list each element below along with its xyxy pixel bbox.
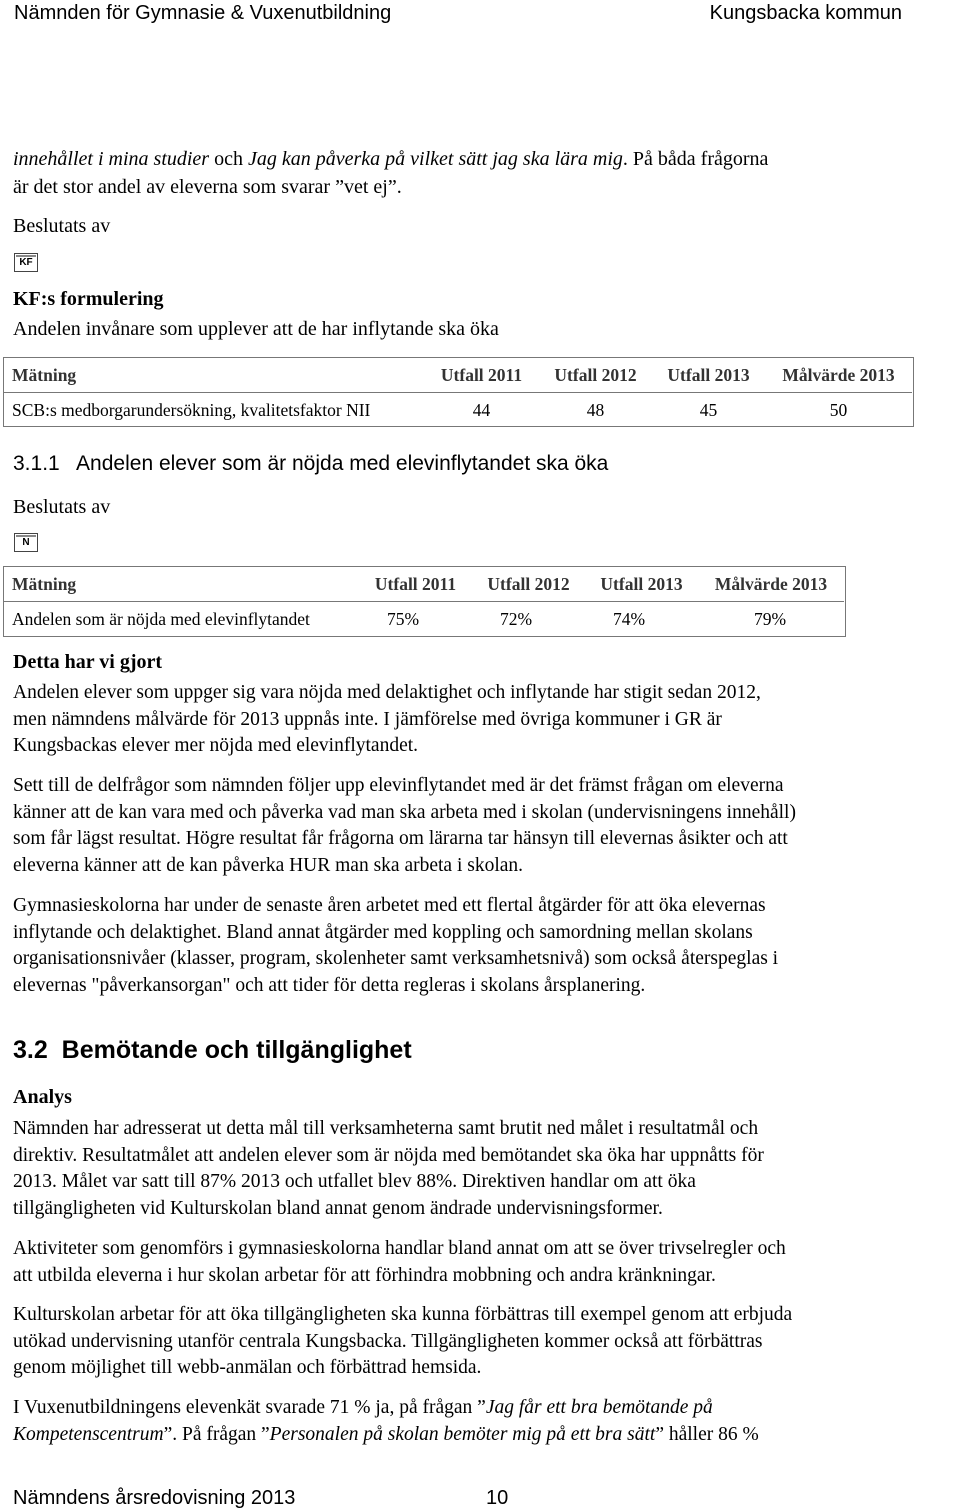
n-col-utfall-2012: Utfall 2012	[472, 567, 585, 602]
kf-cell-2011: 44	[424, 393, 539, 428]
paragraph-line: Andelen elever som uppger sig vara nöjda med delaktighet och inflytande har stigit sedan 2012,	[13, 682, 761, 703]
header-left: Nämnden för Gymnasie & Vuxenutbildning	[14, 2, 392, 24]
kf-col-utfall-2012: Utfall 2012	[539, 358, 652, 393]
kf-table-header-row	[4, 358, 912, 393]
intro-italic-2: Jag kan påverka på vilket sätt jag ska lära mig	[247, 148, 623, 170]
paragraph-line: Aktiviteter som genomförs i gymnasieskolorna handlar bland annat om att se över trivselregler och	[13, 1238, 786, 1259]
header-right: Kungsbacka kommun	[709, 2, 902, 24]
n-col-utfall-2011: Utfall 2011	[359, 567, 472, 602]
footer-title: Nämndens årsredovisning 2013	[13, 1487, 296, 1509]
paragraph-line: känner att de kan vara med och påverka vad man ska arbeta med i skolan (undervisningens innehåll)	[13, 801, 796, 823]
kf-cell-malvarde: 50	[765, 393, 912, 428]
kf-cell-2012: 48	[539, 393, 652, 428]
text-run: I Vuxenutbildningens elevenkät svarade 71 % ja, på frågan ”	[13, 1397, 486, 1418]
paragraph-line: Kungsbackas elever mer nöjda med elevinflytandet.	[13, 735, 419, 756]
n-cell-2011: 75%	[359, 602, 472, 637]
analys-title: Analys	[13, 1086, 72, 1108]
intro-rest-1: . På båda frågorna	[622, 148, 769, 170]
text-run-italic: Jag får ett bra bemötande på	[485, 1397, 713, 1418]
kf-cell-matning: SCB:s medborgarundersökning, kvalitetsfaktor NII	[4, 393, 424, 428]
section-311-paragraph-3	[13, 893, 953, 999]
section-32-paragraph-4	[13, 1395, 953, 1448]
section-32-paragraph-3	[13, 1302, 953, 1382]
section-32-paragraph-1	[13, 1116, 953, 1222]
section-311-paragraph-2	[13, 773, 953, 879]
paragraph-line: tillgängligheten vid Kulturskolan bland annat genom ändrade undervisningsformer.	[13, 1197, 663, 1219]
paragraph-line: Kulturskolan arbetar för att öka tillgängligheten ska kunna förbättras till exempel genom att erbjuda	[13, 1304, 793, 1325]
table-row	[4, 602, 844, 637]
kf-badge-icon	[14, 253, 38, 272]
kf-badge-text: KF	[19, 257, 33, 268]
kf-cell-2013: 45	[652, 393, 765, 428]
n-badge-text: N	[22, 537, 30, 548]
n-badge-icon	[14, 533, 38, 552]
paragraph-line: inflytande och delaktighet. Bland annat åtgärder med koppling och samordning mellan skolans	[13, 921, 753, 943]
n-col-matning: Mätning	[4, 567, 359, 602]
n-cell-matning: Andelen som är nöjda med elevinflytandet	[4, 602, 359, 637]
text-run-italic: Kompetenscentrum	[13, 1423, 164, 1445]
paragraph-line: utökad undervisning utanför centrala Kungsbacka. Tillgängligheten kommer också att förbättras	[13, 1330, 763, 1352]
section-311-beslutats-label: Beslutats av	[13, 496, 111, 518]
paragraph-line: att utbilda eleverna i hur skolan arbetar för att förhindra mobbning och andra kränkningar.	[13, 1264, 716, 1286]
section-32-paragraph-2	[13, 1236, 953, 1289]
section-311-heading: 3.1.1 Andelen elever som är nöjda med elevinflytandet ska öka	[13, 452, 609, 475]
kf-col-malvarde-2013: Målvärde 2013	[765, 358, 912, 393]
n-cell-2012: 72%	[472, 602, 585, 637]
paragraph-line: Gymnasieskolorna har under de senaste åren arbetet med ett flertal åtgärder för att öka elevernas	[13, 895, 766, 916]
section-311-measure-table	[4, 567, 844, 636]
kf-col-utfall-2011: Utfall 2011	[424, 358, 539, 393]
footer-page-number: 10	[486, 1487, 509, 1509]
section-32-heading: 3.2 Bemötande och tillgänglighet	[13, 1036, 412, 1064]
kf-beslutats-label: Beslutats av	[13, 215, 111, 237]
kf-measure-table	[4, 358, 912, 427]
paragraph-line	[13, 1422, 953, 1449]
paragraph-line: organisationsnivåer (klasser, program, skolenheter samt verksamhetsnivå) som också återspeglas i	[13, 948, 779, 969]
paragraph-line: som får lägst resultat. Högre resultat får frågorna om lärarna tar hänsyn till elevernas åsikter och att	[13, 828, 788, 849]
kf-col-matning: Mätning	[4, 358, 424, 393]
intro-line-1	[13, 148, 768, 171]
n-col-malvarde-2013: Målvärde 2013	[698, 567, 844, 602]
kf-formulering-text: Andelen invånare som upplever att de har inflytande ska öka	[13, 318, 499, 340]
section-311-paragraph-1	[13, 680, 953, 760]
n-cell-malvarde: 79%	[698, 602, 844, 637]
table-row	[4, 393, 912, 428]
paragraph-line: Sett till de delfrågor som nämnden följer upp elevinflytandet med är det främst frågan om eleverna	[13, 775, 784, 796]
paragraph-line: eleverna känner att de kan påverka HUR man ska arbeta i skolan.	[13, 854, 524, 876]
section-311-table-header-row	[4, 567, 844, 602]
intro-italic-1: innehållet i mina studier	[13, 148, 210, 170]
n-cell-2013: 74%	[585, 602, 698, 637]
n-col-utfall-2013: Utfall 2013	[585, 567, 698, 602]
intro-line-2: är det stor andel av eleverna som svarar ”vet ej”.	[13, 176, 402, 198]
paragraph-line: direktiv. Resultatmålet att andelen elever som är nöjda med bemötandet ska öka har uppnåtts för	[13, 1144, 764, 1166]
paragraph-line: elevernas "påverkansorgan" och att tider för detta regleras i skolans årsplanering.	[13, 974, 646, 996]
paragraph-line: men nämndens målvärde för 2013 uppnås inte. I jämförelse med övriga kommuner i GR är	[13, 708, 722, 730]
kf-formulering-title: KF:s formulering	[13, 288, 164, 310]
text-run: ” håller 86 %	[655, 1423, 759, 1445]
text-run: ”. På frågan ”	[163, 1423, 270, 1445]
kf-col-utfall-2013: Utfall 2013	[652, 358, 765, 393]
detta-har-vi-gjort-title: Detta har vi gjort	[13, 651, 163, 673]
intro-mid: och	[209, 148, 248, 170]
paragraph-line	[13, 1395, 953, 1422]
paragraph-line: genom möjlighet till webb-anmälan och förbättrad hemsida.	[13, 1357, 482, 1378]
paragraph-line: Nämnden har adresserat ut detta mål till verksamheterna samt brutit ned målet i resultatmål och	[13, 1118, 759, 1139]
text-run-italic: Personalen på skolan bemöter mig på ett bra sätt	[269, 1423, 656, 1445]
paragraph-line: 2013. Målet var satt till 87% 2013 och utfallet blev 88%. Direktiven handlar om att öka	[13, 1171, 696, 1192]
